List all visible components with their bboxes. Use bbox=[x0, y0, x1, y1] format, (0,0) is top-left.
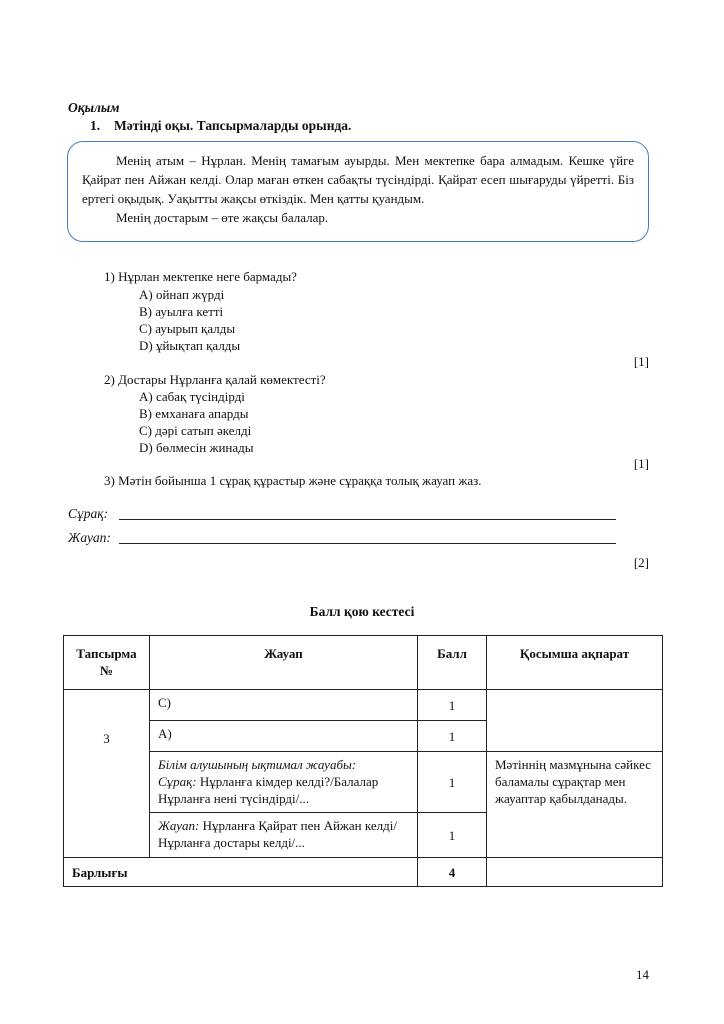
task-title: Мәтінді оқы. Тапсырмаларды орында. bbox=[114, 118, 352, 133]
question-2-option-c: C) дәрі сатып әкелді bbox=[139, 423, 252, 438]
rubric-table bbox=[63, 635, 663, 887]
question-1-option-b: B) ауылға кетті bbox=[139, 304, 224, 319]
passage-paragraph-2: Менің достарым – өте жақсы балалар. bbox=[116, 210, 329, 225]
score-cell: 1 bbox=[418, 721, 487, 752]
score-cell: 1 bbox=[418, 813, 487, 858]
sample-answer-label: Жауап: bbox=[158, 818, 200, 833]
total-row bbox=[64, 858, 663, 887]
extra-info-empty-cell bbox=[487, 690, 663, 752]
answer-write-line[interactable] bbox=[119, 543, 616, 544]
header-answer: Жауап bbox=[150, 636, 418, 690]
answer-cell-sample-question bbox=[150, 752, 418, 813]
answer-cell-sample-answer bbox=[150, 813, 418, 858]
question-1-option-c: C) ауырып қалды bbox=[139, 321, 236, 336]
sample-answer-text: Нұрланға Қайрат пен Айжан келді/ Нұрланға достары келді/... bbox=[158, 818, 397, 850]
question-1: 1) Нұрлан мектепке неге бармады? bbox=[104, 269, 297, 284]
question-2-score: [1] bbox=[633, 456, 649, 471]
question-1-option-a: A) ойнап жүрді bbox=[139, 287, 225, 302]
question-2-option-d: D) бөлмесін жинады bbox=[139, 440, 254, 455]
answer-cell: A) bbox=[150, 721, 418, 752]
total-label: Барлығы bbox=[64, 858, 418, 887]
header-task-number: Тапсырма № bbox=[64, 636, 150, 690]
sample-question-text: Нұрланға кімдер келді?/Балалар Нұрланға нені түсіндірді/... bbox=[158, 774, 379, 806]
page-number: 14 bbox=[636, 967, 649, 982]
rubric-table-title: Балл қою кестесі bbox=[309, 604, 415, 619]
question-2-option-a: A) сабақ түсіндірді bbox=[139, 389, 245, 404]
task-number-value: 3 bbox=[103, 731, 110, 746]
reading-passage-box bbox=[67, 141, 649, 242]
sample-answer-prefix: Білім алушының ықтимал жауабы: bbox=[158, 757, 357, 772]
question-3-score: [2] bbox=[633, 555, 649, 570]
header-extra-info: Қосымша ақпарат bbox=[487, 636, 663, 690]
table-row bbox=[64, 690, 663, 721]
total-score: 4 bbox=[418, 858, 487, 887]
task-number: 1. bbox=[90, 118, 101, 133]
sample-question-label: Сұрақ: bbox=[158, 774, 197, 789]
answer-line-label: Жауап: bbox=[68, 530, 111, 545]
task-heading bbox=[90, 118, 351, 134]
question-line-label: Сұрақ: bbox=[68, 506, 109, 521]
question-3: 3) Мәтін бойынша 1 сұрақ құрастыр және сұраққа толық жауап жаз. bbox=[104, 473, 482, 488]
score-cell: 1 bbox=[418, 752, 487, 813]
total-extra-cell bbox=[487, 858, 663, 887]
rubric-header-row bbox=[64, 636, 663, 690]
question-1-option-d: D) ұйықтап қалды bbox=[139, 338, 241, 353]
question-1-score: [1] bbox=[633, 354, 649, 369]
score-cell: 1 bbox=[418, 690, 487, 721]
question-2: 2) Достары Нұрланға қалай көмектесті? bbox=[104, 372, 326, 387]
question-write-line[interactable] bbox=[119, 519, 616, 520]
task-number-cell bbox=[64, 690, 150, 858]
section-title: Оқылым bbox=[68, 100, 120, 115]
table-row bbox=[64, 752, 663, 813]
question-2-option-b: B) емханаға апарды bbox=[139, 406, 249, 421]
passage-paragraph-1: Менің атым – Нұрлан. Менің тамағым ауырды. Мен мектепке бара алмадым. Кешке үйге Қайрат пен Айжан келді. Олар маған өткен сабақты түсіндірді. Қайрат есеп шығаруды үйретті. Біз ертегі оқыдық. Уақытты жақсы өткіздік. Мен қатты қуандым. bbox=[82, 153, 634, 206]
extra-info-cell: Мәтіннің мазмұнына сәйкес баламалы сұрақтар мен жауаптар қабылданады. bbox=[487, 752, 663, 858]
answer-cell: C) bbox=[150, 690, 418, 721]
header-score: Балл bbox=[418, 636, 487, 690]
